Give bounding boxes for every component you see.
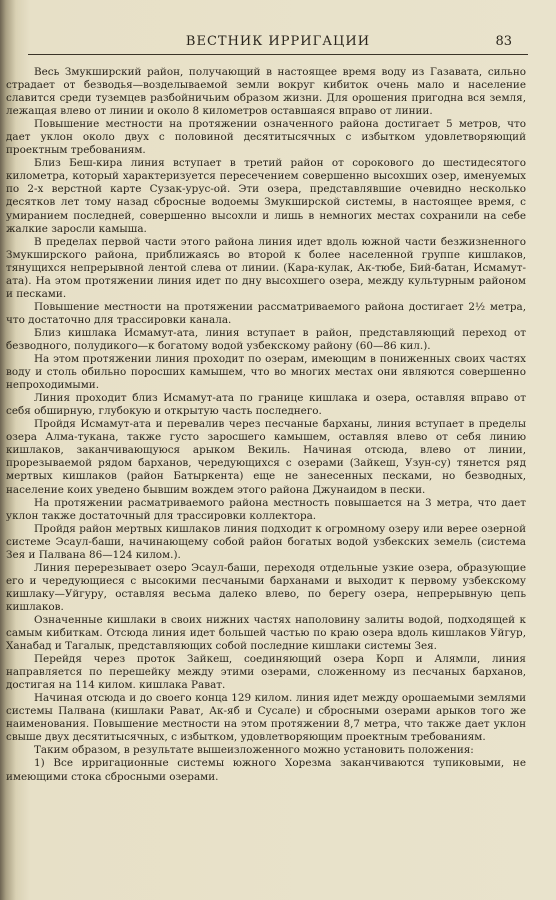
article-body xyxy=(0,66,556,784)
paragraph: Означенные кишлаки в своих нижних частях наполовину залиты водой, подходящей к самым кибиткам. Отсюда линия идет большей частью по краю озера вдоль кишлаков Уйгур, Ханабад и Тагалык, представляющих собой последние кишлаки системы Зея. xyxy=(6,613,526,653)
paragraph: Линия проходит близ Исмамут-ата по границе кишлака и озера, оставляя вправо от себя обширную, глубокую и открытую часть последнего. xyxy=(6,392,526,418)
paragraph: Повышение местности на протяжении рассматриваемого района достигает 2½ метра, что достаточно для трассировки канала. xyxy=(6,300,526,326)
paragraph: Весь Змукширский район, получающий в настоящее время воду из Газавата, сильно страдает от безводья—возделываемой земли вокруг кибиток очень мало и население славится среди туземцев разбойничьим образом жизни. Для орошения пригодна вся земля, лежащая влево от линии и около 8 километров оставшаяся вправо от линии. xyxy=(6,66,526,118)
paragraph: На этом протяжении линия проходит по озерам, имеющим в пониженных своих частях воду и столь обильно поросших камышем, что во многих местах они являются совершенно непроходимыми. xyxy=(6,353,526,392)
paragraph: Таким образом, в результате вышеизложенного можно установить положения: xyxy=(34,744,474,757)
paragraph: На протяжении расматриваемого района местность повышается на 3 метра, что дает уклон также достаточный для трассировки коллектора. xyxy=(6,496,526,522)
paragraph: Начиная отсюда и до своего конца 129 килом. линия идет между орошаемыми землями системы Палвана (кишлаки Рават, Ак-яб и Сусале) и сбросными озерами арыков того же наименования. Повышение местности на этом протяжении 8,7 метра, что также дает уклон свыше двух десятитысячных, с избытком, удовлетворяющим проектным требованиям. xyxy=(6,692,526,744)
paragraph: Повышение местности на протяжении означенного района достигает 5 метров, что дает уклон около двух с половиной десятитысячных с избытком удовлетворяющий проектным требованиям. xyxy=(6,118,526,157)
paragraph: Пройдя Исмамут-ата и перевалив через песчаные барханы, линия вступает в пределы озера Алма-тукана, также густо заросшего камышем, оставляя влево от себя линию кишлаков, заканчивающуюся арыком Векиль. Начиная отсюда, влево от линии, прорезываемой рядом барханов, чередующихся с озерами (Зайкеш, Узун-су) тянется ряд мертвых кишлаков (район Батыркента) еще не занесенных песками, но безводных, население коих уведено бывшим вождем этого района Джунаидом в пески. xyxy=(6,418,526,496)
running-header xyxy=(28,30,528,55)
paragraph: Линия перерезывает озеро Эсаул-баши, переходя отдельные узкие озера, образующие его и чередующиеся с высокими песчаными барханами и выходит к первому узбекскому кишлаку—Уйгуру, оставляя весьма далеко влево, по берегу озера, непрерывную цепь кишлаков. xyxy=(6,561,526,613)
paragraph: Близ Беш-кира линия вступает в третий район от сорокового до шестидесятого километра, который характеризуется пересечением совершенно высохших озер, именуемых по 2-х верстной карте Сузак-урус-ой. Эти озера, представлявшие очевидно несколько десятков лет тому назад сбросные водоемы Змукширской системы, в настоящее время, с умиранием последней, совершенно высохли и лишь в немногих местах сохранили на себе жалкие заросли камыша. xyxy=(6,157,526,235)
paragraph: 1) Все ирригационные системы южного Хорезма заканчиваются тупиковыми, не имеющими стока сбросными озерами. xyxy=(6,757,526,783)
paragraph: Пройдя район мертвых кишлаков линия подходит к огромному озеру или верее озерной системе Эсаул-баши, начинающему собой район богатых водой узбекских земель (система Зея и Палвана 86—124 килом.). xyxy=(6,522,526,561)
paragraph: В пределах первой части этого района линия идет вдоль южной части безжизненного Змукширского района, приближаясь во второй к более населенной группе кишлаков, тянущихся непрерывной лентой слева от линии. (Кара-кулак, Ак-тюбе, Бий-батан, Исмамут-ата). На этом протяжении линия идет по дну высохшего озера, между культурным районом и песками. xyxy=(6,235,526,300)
paragraph: Близ кишлака Исмамут-ата, линия вступает в район, представляющий переход от безводного, полудикого—к богатому водой узбекскому району (60—86 кил.). xyxy=(6,326,526,352)
journal-title: ВЕСТНИК ИРРИГАЦИИ xyxy=(185,34,371,49)
paragraph: Перейдя через проток Зайкеш, соединяющий озера Корп и Алямли, линия направляется по перешейку между этими озерами, сложенному из песчаных барханов, достигая на 114 килом. кишлака Рават. xyxy=(6,653,526,692)
page-number: 83 xyxy=(495,34,512,49)
